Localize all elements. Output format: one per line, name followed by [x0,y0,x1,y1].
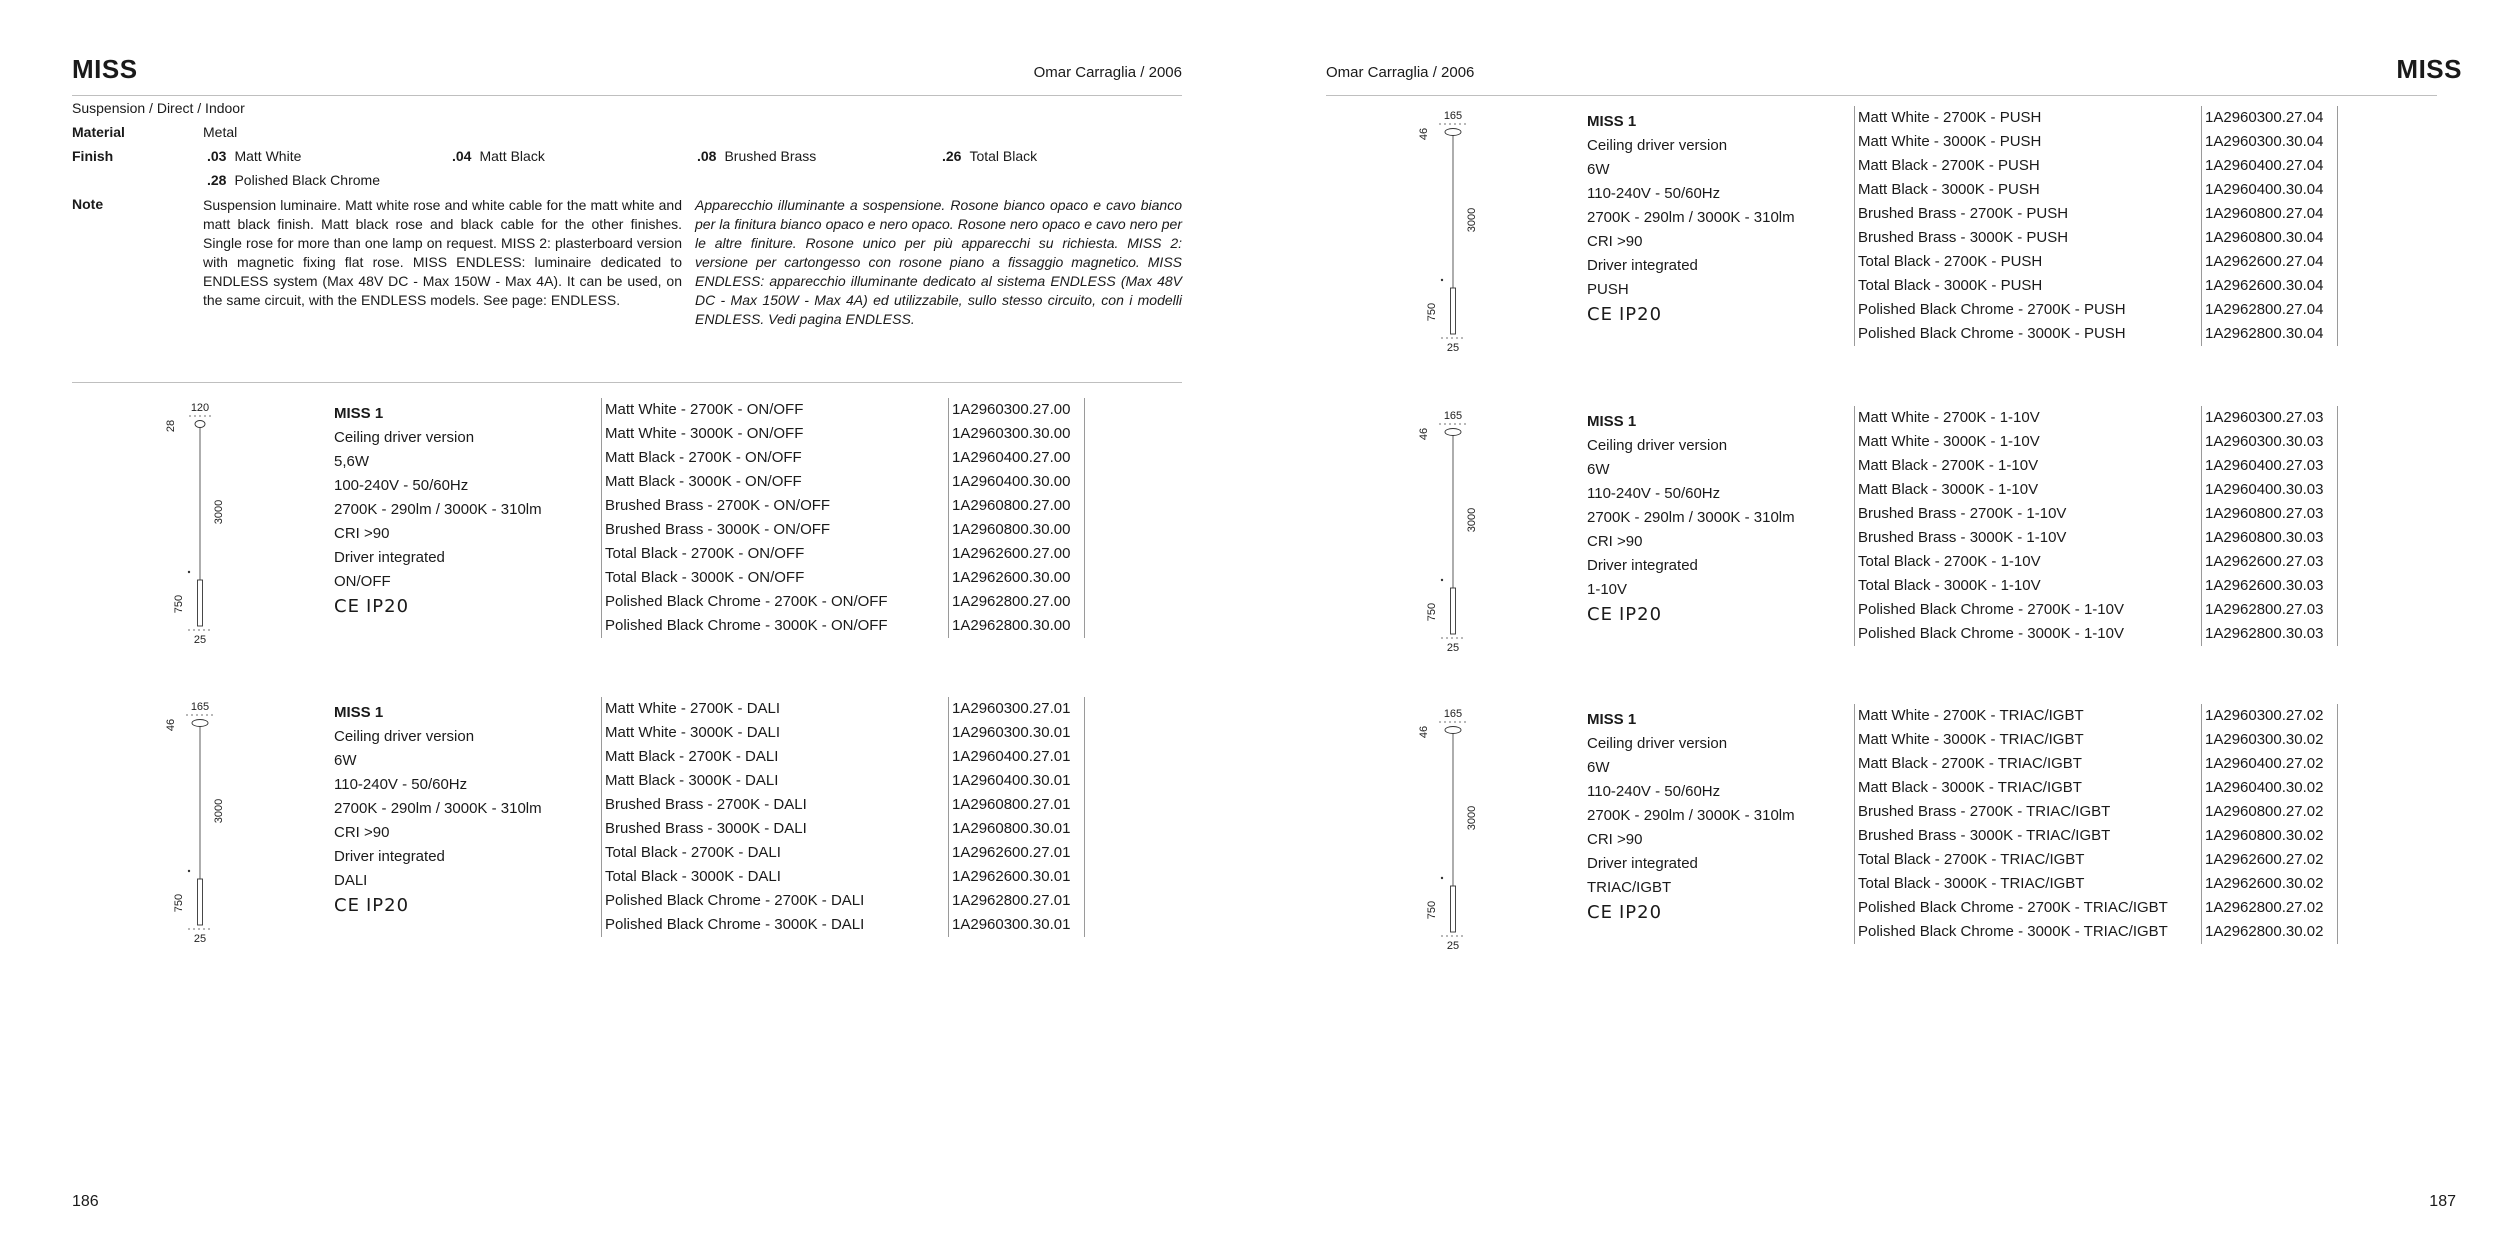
variant-code: 1A2960300.27.00 [952,401,1071,418]
variant-code: 1A2962800.27.01 [952,892,1071,909]
ce-mark-icon: CE [1587,902,1613,923]
spec-line: Ceiling driver version [334,429,475,446]
variant-description: Brushed Brass - 2700K - DALI [605,796,807,813]
finish-item: .26 Total Black [942,148,1038,164]
variant-description: Matt Black - 2700K - ON/OFF [605,449,802,466]
variant-description: Matt White - 3000K - DALI [605,724,781,741]
certification-marks [334,596,542,617]
variant-description: Polished Black Chrome - 3000K - TRIAC/IGBT [1858,923,2168,940]
body-dimension: 750 [173,893,185,913]
spec-line: 2700K - 290lm / 3000K - 310lm [1587,209,1795,226]
product-block [1413,110,2373,370]
brand-title: MISS [2396,54,2462,84]
base-dimension: 25 [1446,342,1460,354]
spec-line: Ceiling driver version [1587,437,1728,454]
page-number: 187 [2429,1193,2456,1210]
luminaire-drawing [160,402,240,652]
body-dimension: 750 [1426,302,1438,322]
variant-code: 1A2960800.27.02 [2205,803,2324,820]
variant-code: 1A2960300.27.04 [2205,109,2324,126]
variant-code: 1A2962800.30.04 [2205,325,2324,342]
top-dimension: 165 [190,701,210,713]
spec-line: 1-10V [1587,581,1628,598]
variant-code: 1A2962600.27.00 [952,545,1071,562]
variant-code: 1A2960300.30.02 [2205,731,2324,748]
base-dimension: 25 [193,634,207,646]
variant-description: Brushed Brass - 3000K - PUSH [1858,229,2069,246]
product-drawing [1413,708,1493,958]
spec-line: 2700K - 290lm / 3000K - 310lm [1587,509,1795,526]
certification-marks [334,895,542,916]
product-drawing [160,701,240,951]
body-dimension: 750 [173,594,185,614]
variant-description: Matt White - 2700K - PUSH [1858,109,2042,126]
variant-code: 1A2960300.30.01 [952,724,1071,741]
variant-description: Polished Black Chrome - 2700K - 1-10V [1858,601,2124,618]
product-spec [1587,410,1795,625]
spec-line: Ceiling driver version [1587,137,1728,154]
variant-description: Total Black - 3000K - 1-10V [1858,577,2041,594]
spec-line: 6W [1587,161,1610,178]
variant-description: Total Black - 2700K - TRIAC/IGBT [1858,851,2085,868]
variant-description: Matt Black - 3000K - DALI [605,772,779,789]
spec-line: CRI >90 [1587,533,1643,550]
spec-line: Driver integrated [1587,257,1698,274]
variant-description: Brushed Brass - 3000K - DALI [605,820,807,837]
variant-description: Polished Black Chrome - 3000K - ON/OFF [605,617,888,634]
note-italian: Apparecchio illuminante a sospensione. Rosone bianco opaco e cavo bianco per la finitura bianco opaco e nero opaco. Rosone nero opaco e cavo nero per le altre finiture. Rosone unico per più apparecchi su richiesta. MISS 2: versione per cartongesso con rosone piano a fissaggio magnetico. MISS ENDLESS: apparecchio illuminante dedicato al sistema ENDLESS (Max 48V DC - Max 150W - Max 4A) ed utilizzabile, sullo stesso circuito, con i modelli ENDLESS. Vedi pagina ENDLESS. [695,197,1182,327]
brand-title: MISS [72,54,138,84]
product-name: MISS 1 [1587,113,1637,130]
top-dimension: 165 [1443,410,1463,422]
spec-line: Driver integrated [1587,557,1698,574]
product-drawing [1413,110,1493,360]
side-dimension: 46 [1418,427,1430,441]
page-number: 186 [72,1193,99,1210]
variant-description-column [601,697,948,937]
variant-description: Matt White - 2700K - DALI [605,700,781,717]
body-dimension: 750 [1426,602,1438,622]
variant-code: 1A2960400.30.02 [2205,779,2324,796]
variant-code: 1A2960400.27.01 [952,748,1071,765]
section-rule [72,382,1182,383]
spec-line: 6W [334,752,357,769]
product-block [160,701,1120,961]
variant-code: 1A2960800.30.03 [2205,529,2324,546]
cable-dimension: 3000 [1466,207,1478,233]
spec-line: Ceiling driver version [334,728,475,745]
spec-line: 110-240V - 50/60Hz [1587,783,1721,800]
variant-description: Total Black - 2700K - PUSH [1858,253,2043,270]
certification-marks [1587,604,1795,625]
variant-description: Matt White - 2700K - ON/OFF [605,401,804,418]
variant-description: Total Black - 2700K - ON/OFF [605,545,805,562]
variant-description: Matt White - 3000K - ON/OFF [605,425,804,442]
spec-line: 6W [1587,759,1610,776]
spec-line: TRIAC/IGBT [1587,879,1672,896]
variant-code: 1A2962600.30.00 [952,569,1071,586]
cable-dimension: 3000 [1466,507,1478,533]
spec-line: 5,6W [334,453,370,470]
variant-code: 1A2960800.27.00 [952,497,1071,514]
variant-description: Total Black - 2700K - 1-10V [1858,553,2041,570]
variant-description: Matt White - 2700K - TRIAC/IGBT [1858,707,2084,724]
spec-line: CRI >90 [334,824,390,841]
base-dimension: 25 [1446,940,1460,952]
note-english: Suspension luminaire. Matt white rose and white cable for the matt white and matt black finish. Matt black rose and black cable for the other finishes. Single rose for more than one lamp on request. MISS 2: plasterboard version with magnetic fixing flat rose. MISS ENDLESS: luminaire dedicated to ENDLESS system (Max 48V DC - Max 150W - Max 4A). It can be used, on the same circuit, with the ENDLESS models. See page: ENDLESS. [203,197,682,308]
product-name: MISS 1 [1587,711,1637,728]
spec-line: DALI [334,872,368,889]
variant-code: 1A2960800.27.04 [2205,205,2324,222]
variant-description: Total Black - 3000K - ON/OFF [605,569,805,586]
variant-description: Matt White - 3000K - PUSH [1858,133,2042,150]
variant-code: 1A2962600.27.04 [2205,253,2324,270]
variant-code-column [2201,106,2338,346]
spec-line: CRI >90 [334,525,390,542]
variant-code: 1A2962600.30.03 [2205,577,2324,594]
variant-code: 1A2962800.30.02 [2205,923,2324,940]
ip-rating: IP20 [1618,604,1663,625]
base-dimension: 25 [193,933,207,945]
product-block [160,402,1120,662]
variant-description-column [1854,704,2201,944]
variant-code: 1A2962600.27.01 [952,844,1071,861]
variant-code: 1A2960800.27.03 [2205,505,2324,522]
side-dimension: 46 [1418,127,1430,141]
product-name: MISS 1 [334,704,384,721]
variant-description: Matt Black - 2700K - TRIAC/IGBT [1858,755,2082,772]
variant-code: 1A2960400.30.04 [2205,181,2324,198]
variant-description-column [1854,106,2201,346]
variant-code: 1A2960400.30.01 [952,772,1071,789]
variant-code: 1A2960400.27.00 [952,449,1071,466]
spec-line: Driver integrated [1587,855,1698,872]
spec-line: 6W [1587,461,1610,478]
spec-line: ON/OFF [334,573,391,590]
variant-code: 1A2960400.30.03 [2205,481,2324,498]
product-spec [1587,110,1795,325]
variant-description: Brushed Brass - 2700K - TRIAC/IGBT [1858,803,2111,820]
variant-code: 1A2960300.27.03 [2205,409,2324,426]
ce-mark-icon: CE [334,895,360,916]
variant-code: 1A2962800.27.02 [2205,899,2324,916]
variant-code: 1A2960300.30.04 [2205,133,2324,150]
variant-code: 1A2960800.30.02 [2205,827,2324,844]
finish-item: .28 Polished Black Chrome [207,172,380,188]
variant-code: 1A2962800.30.03 [2205,625,2324,642]
variant-description: Total Black - 3000K - DALI [605,868,781,885]
variant-code: 1A2960800.27.01 [952,796,1071,813]
certification-marks [1587,304,1795,325]
cable-dimension: 3000 [213,798,225,824]
variant-code-column [948,697,1085,937]
product-spec [334,701,542,916]
variant-code: 1A2962800.27.00 [952,593,1071,610]
variant-code: 1A2960800.30.04 [2205,229,2324,246]
variant-code: 1A2960300.30.00 [952,425,1071,442]
side-dimension: 46 [165,718,177,732]
variant-code: 1A2960300.27.02 [2205,707,2324,724]
top-dimension: 165 [1443,708,1463,720]
variant-description: Brushed Brass - 3000K - 1-10V [1858,529,2067,546]
variant-description: Total Black - 2700K - DALI [605,844,781,861]
ip-rating: IP20 [1618,902,1663,923]
variant-description: Matt White - 3000K - TRIAC/IGBT [1858,731,2084,748]
header-rule [1326,95,2437,96]
variant-code: 1A2962600.30.02 [2205,875,2324,892]
variant-description: Brushed Brass - 3000K - ON/OFF [605,521,831,538]
spec-line: 110-240V - 50/60Hz [1587,485,1721,502]
material-label: Material [72,124,125,140]
finish-item: .04 Matt Black [452,148,545,164]
variant-code: 1A2962800.27.04 [2205,301,2324,318]
variant-description: Matt White - 2700K - 1-10V [1858,409,2040,426]
variant-code-column [2201,406,2338,646]
variant-description: Matt Black - 3000K - TRIAC/IGBT [1858,779,2082,796]
variant-code: 1A2960800.30.00 [952,521,1071,538]
variant-code-column [2201,704,2338,944]
product-spec [334,402,542,617]
variant-description: Brushed Brass - 3000K - TRIAC/IGBT [1858,827,2111,844]
cable-dimension: 3000 [1466,805,1478,831]
product-block [1413,708,2373,968]
base-dimension: 25 [1446,642,1460,654]
variant-description: Matt Black - 2700K - 1-10V [1858,457,2039,474]
variant-code: 1A2960400.30.00 [952,473,1071,490]
variant-description: Matt Black - 3000K - PUSH [1858,181,2040,198]
ce-mark-icon: CE [1587,604,1613,625]
variant-description: Polished Black Chrome - 3000K - PUSH [1858,325,2126,342]
top-dimension: 120 [190,402,210,414]
spec-line: CRI >90 [1587,831,1643,848]
variant-description: Brushed Brass - 2700K - 1-10V [1858,505,2067,522]
variant-description: Polished Black Chrome - 2700K - PUSH [1858,301,2126,318]
variant-description: Brushed Brass - 2700K - ON/OFF [605,497,831,514]
variant-code: 1A2960800.30.01 [952,820,1071,837]
variant-code: 1A2960400.27.04 [2205,157,2324,174]
side-dimension: 46 [1418,725,1430,739]
variant-code: 1A2960300.27.01 [952,700,1071,717]
variant-description: Matt Black - 3000K - 1-10V [1858,481,2039,498]
finish-item: .03 Matt White [207,148,302,164]
luminaire-drawing [160,701,240,951]
body-dimension: 750 [1426,900,1438,920]
variant-code: 1A2960400.27.03 [2205,457,2324,474]
ce-mark-icon: CE [1587,304,1613,325]
spec-line: Driver integrated [334,549,445,566]
variant-code: 1A2962800.27.03 [2205,601,2324,618]
variant-description-column [601,398,948,638]
product-name: MISS 1 [334,405,384,422]
finish-label: Finish [72,148,114,164]
luminaire-drawing [1413,110,1493,360]
product-block [1413,410,2373,670]
variant-code: 1A2960400.27.02 [2205,755,2324,772]
material-value: Metal [203,124,238,140]
header-rule [72,95,1182,96]
luminaire-drawing [1413,410,1493,660]
variant-code: 1A2962600.27.03 [2205,553,2324,570]
variant-description: Total Black - 3000K - PUSH [1858,277,2043,294]
top-dimension: 165 [1443,110,1463,122]
luminaire-drawing [1413,708,1493,958]
spec-line: 2700K - 290lm / 3000K - 310lm [334,501,542,518]
variant-description: Total Black - 3000K - TRIAC/IGBT [1858,875,2085,892]
variant-description-column [1854,406,2201,646]
variant-description: Polished Black Chrome - 3000K - 1-10V [1858,625,2124,642]
spec-line: 110-240V - 50/60Hz [334,776,468,793]
note-label: Note [72,196,104,212]
variant-description: Matt White - 3000K - 1-10V [1858,433,2040,450]
side-dimension: 28 [165,419,177,433]
finish-item: .08 Brushed Brass [697,148,817,164]
spec-line: Ceiling driver version [1587,735,1728,752]
variant-description: Matt Black - 3000K - ON/OFF [605,473,802,490]
variant-code: 1A2962800.30.00 [952,617,1071,634]
variant-description: Matt Black - 2700K - PUSH [1858,157,2040,174]
product-drawing [1413,410,1493,660]
ce-mark-icon: CE [334,596,360,617]
variant-description: Polished Black Chrome - 2700K - TRIAC/IGBT [1858,899,2168,916]
variant-description: Polished Black Chrome - 2700K - ON/OFF [605,593,888,610]
subtitle: Suspension / Direct / Indoor [72,100,245,116]
spec-line: Driver integrated [334,848,445,865]
ip-rating: IP20 [365,895,410,916]
product-name: MISS 1 [1587,413,1637,430]
product-spec [1587,708,1795,923]
ip-rating: IP20 [365,596,410,617]
spec-line: 2700K - 290lm / 3000K - 310lm [1587,807,1795,824]
ip-rating: IP20 [1618,304,1663,325]
variant-code: 1A2960300.30.03 [2205,433,2324,450]
certification-marks [1587,902,1795,923]
product-drawing [160,402,240,652]
variant-description: Polished Black Chrome - 3000K - DALI [605,916,865,933]
spec-line: CRI >90 [1587,233,1643,250]
cable-dimension: 3000 [213,499,225,525]
spec-line: 2700K - 290lm / 3000K - 310lm [334,800,542,817]
variant-description: Matt Black - 2700K - DALI [605,748,779,765]
variant-description: Brushed Brass - 2700K - PUSH [1858,205,2069,222]
variant-code: 1A2960300.30.01 [952,916,1071,933]
variant-code: 1A2962600.30.01 [952,868,1071,885]
variant-code-column [948,398,1085,638]
designer-credit: Omar Carraglia / 2006 [1326,64,1475,81]
spec-line: 110-240V - 50/60Hz [1587,185,1721,202]
spec-line: 100-240V - 50/60Hz [334,477,469,494]
designer-credit: Omar Carraglia / 2006 [1033,64,1182,81]
spec-line: PUSH [1587,281,1629,298]
variant-code: 1A2962600.27.02 [2205,851,2324,868]
variant-code: 1A2962600.30.04 [2205,277,2324,294]
variant-description: Polished Black Chrome - 2700K - DALI [605,892,865,909]
